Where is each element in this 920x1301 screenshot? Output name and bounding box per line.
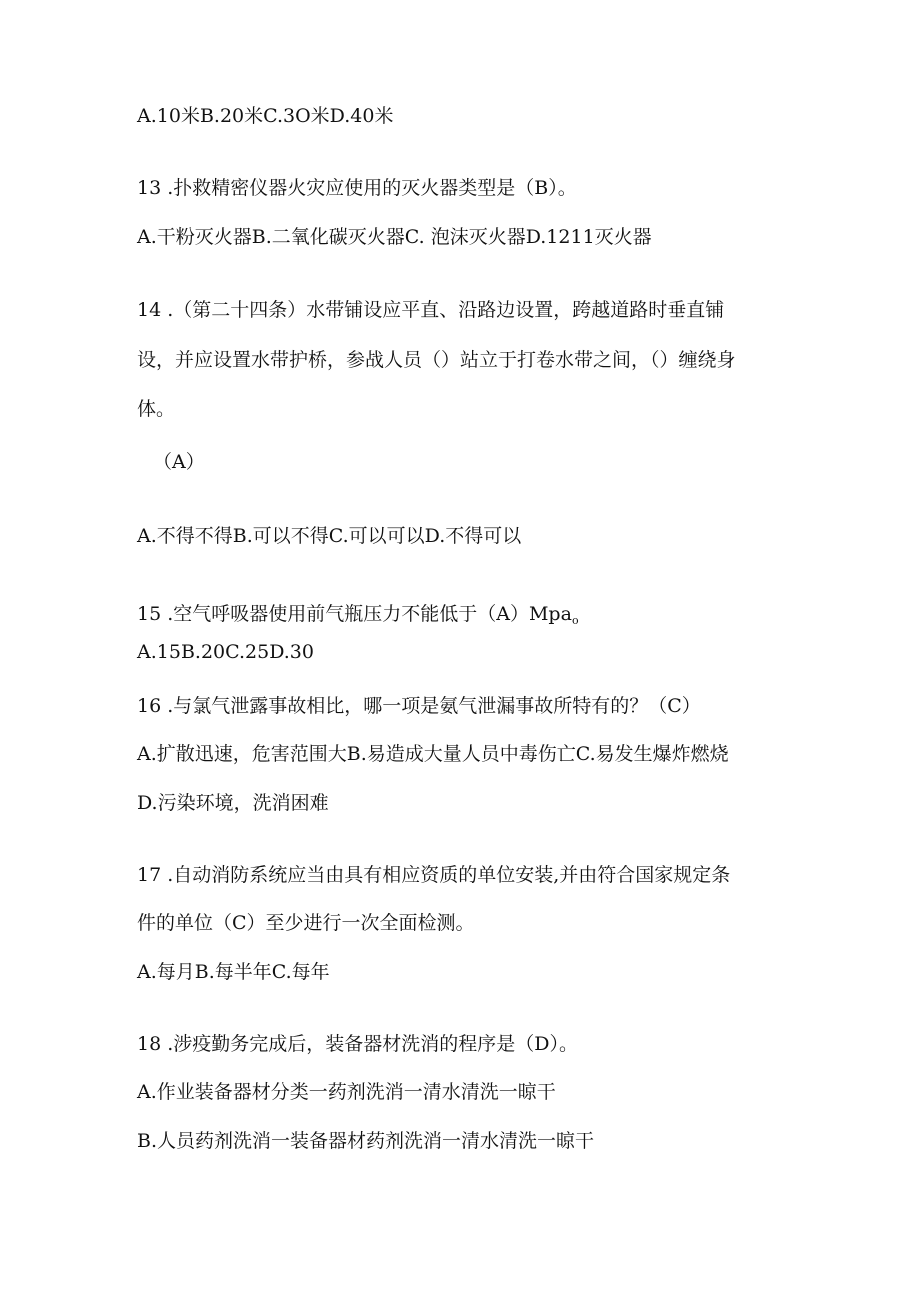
q14-question-line-2: 设，并应设置水带护桥，参战人员（）站立于打卷水带之间，（）缠绕身 bbox=[137, 349, 736, 371]
q14-answer: （A） bbox=[153, 451, 205, 473]
q13-options: A.干粉灭火器B.二氧化碳灭火器C. 泡沫灭火器D.1211灭火器 bbox=[137, 226, 652, 248]
q14-question-line-1: 14 .（第二十四条）水带铺设应平直、沿路边设置，跨越道路时垂直铺 bbox=[137, 299, 725, 321]
q15-subscript: o bbox=[571, 614, 579, 627]
q17-question-line-1: 17 .自动消防系统应当由具有相应资质的单位安装,并由符合国家规定条 bbox=[137, 864, 731, 886]
q12-options: A.10米B.20米C.3O米D.40米 bbox=[137, 105, 394, 127]
q14-question-line-3: 体。 bbox=[137, 398, 176, 420]
q17-question-line-2: 件的单位（C）至少进行一次全面检测。 bbox=[137, 912, 475, 934]
q15-options: A.15B.20C.25D.30 bbox=[137, 641, 314, 663]
q15-question-text: 15 .空气呼吸器使用前气瓶压力不能低于（A）Mpa bbox=[137, 603, 572, 625]
q16-options-line-2: D.污染环境，洗消困难 bbox=[137, 792, 329, 814]
q17-options: A.每月B.每半年C.每年 bbox=[137, 961, 330, 983]
q18-option-a: A.作业装备器材分类一药剂洗消一清水清洗一晾干 bbox=[137, 1081, 556, 1103]
q18-option-b: B.人员药剂洗消一装备器材药剂洗消一清水清洗一晾干 bbox=[137, 1130, 595, 1152]
q15-question bbox=[137, 602, 579, 633]
q14-options: A.不得不得B.可以不得C.可以可以D.不得可以 bbox=[137, 525, 522, 547]
q18-question: 18 .涉疫勤务完成后，装备器材洗消的程序是（D）。 bbox=[137, 1033, 578, 1055]
q16-options-line-1: A.扩散迅速，危害范围大B.易造成大量人员中毒伤亡C.易发生爆炸燃烧 bbox=[137, 743, 729, 765]
q13-question: 13 .扑救精密仪器火灾应使用的灭火器类型是（B）。 bbox=[137, 177, 577, 199]
q16-question: 16 .与氯气泄露事故相比，哪一项是氨气泄漏事故所特有的？（C） bbox=[137, 695, 701, 717]
